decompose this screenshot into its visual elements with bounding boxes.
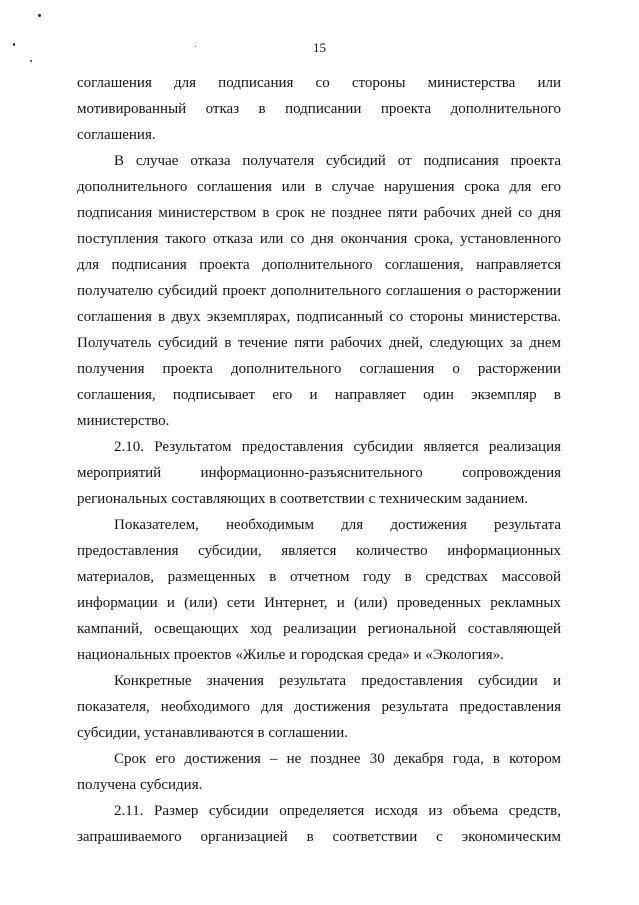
text-line: соглашения для подписания со стороны министерства или	[77, 75, 561, 91]
scan-speck	[30, 60, 32, 62]
paragraph-p6	[77, 746, 561, 798]
text-line: получения проекта дополнительного соглашения о расторжении	[77, 361, 561, 377]
paragraph-p2	[77, 148, 561, 434]
paragraph-p4	[77, 512, 561, 668]
page-number: 15	[313, 40, 326, 55]
text-line: материалов, размещенных в отчетном году в средствах массовой	[77, 569, 561, 585]
scan-speck	[195, 46, 196, 47]
scan-speck	[38, 14, 41, 17]
text-line: поступления такого отказа или со дня окончания срока, установленного	[77, 231, 561, 247]
paragraph-p5	[77, 668, 561, 746]
text-line: субсидии, устанавливаются в соглашении.	[77, 725, 349, 741]
text-line: В случае отказа получателя субсидий от подписания проекта	[114, 153, 561, 169]
text-line: подписания министерством в срок не позднее пяти рабочих дней со дня	[77, 205, 561, 221]
text-line: соглашения в двух экземплярах, подписанный со стороны министерства.	[77, 309, 561, 325]
text-line: получена субсидия.	[77, 777, 203, 793]
text-line: соглашения.	[77, 127, 156, 143]
text-line: получателю субсидий проект дополнительного соглашения о расторжении	[77, 283, 561, 299]
text-line: соглашения, подписывает его и направляет один экземпляр в	[77, 387, 561, 403]
paragraph-p1	[77, 70, 561, 148]
text-line: региональных составляющих в соответствии с техническим заданием.	[77, 491, 529, 507]
scan-speck	[13, 43, 15, 46]
text-line: дополнительного соглашения или в случае нарушения срока для его	[77, 179, 561, 195]
text-line: для подписания проекта дополнительного соглашения, направляется	[77, 257, 561, 273]
paragraph-p7	[77, 798, 561, 850]
text-line: информации и (или) сети Интернет, и (или) проведенных рекламных	[77, 595, 561, 611]
text-line: 2.10. Результатом предоставления субсидии является реализация	[114, 439, 561, 455]
text-line: национальных проектов «Жилье и городская среда» и «Экология».	[77, 647, 504, 663]
text-line: мотивированный отказ в подписании проекта дополнительного	[77, 101, 561, 117]
document-body	[77, 70, 561, 850]
text-line: Срок его достижения – не позднее 30 декабря года, в котором	[114, 751, 561, 767]
paragraph-p3	[77, 434, 561, 512]
text-line: Показателем, необходимым для достижения результата	[114, 517, 561, 533]
text-line: министерство.	[77, 413, 170, 429]
text-line: запрашиваемого организацией в соответствии с экономическим	[77, 829, 561, 845]
text-line: предоставления субсидии, является количество информационных	[77, 543, 561, 559]
text-line: Конкретные значения результата предоставления субсидии и	[114, 673, 561, 689]
text-line: 2.11. Размер субсидии определяется исходя из объема средств,	[114, 803, 561, 819]
text-line: кампаний, освещающих ход реализации региональной составляющей	[77, 621, 561, 637]
text-line: Получатель субсидий в течение пяти рабочих дней, следующих за днем	[77, 335, 561, 351]
text-line: мероприятий информационно-разъяснительного сопровождения	[77, 465, 561, 481]
text-line: показателя, необходимого для достижения результата предоставления	[77, 699, 561, 715]
